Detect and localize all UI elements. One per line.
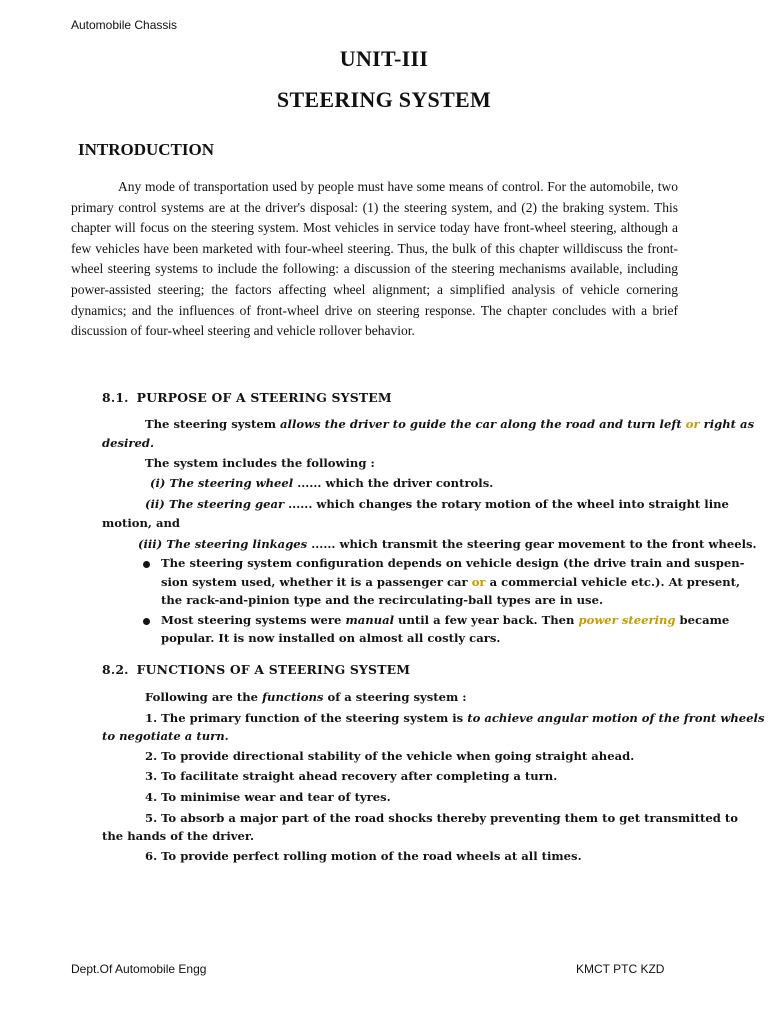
function-4: 4. To minimise wear and tear of tyres. — [145, 790, 391, 804]
component-2-label: (ii) The steering gear — [145, 497, 285, 511]
section-1-title: PURPOSE OF A STEERING SYSTEM — [136, 390, 392, 405]
purpose-text-a: The — [145, 417, 174, 431]
function-6: 6. To provide perfect rolling motion of the road wheels at all times. — [145, 849, 582, 863]
bullet-2-line-2: popular. It is now installed on almost all costly cars. — [161, 631, 501, 645]
section-2-number: 8.2. — [102, 662, 129, 677]
component-2-continuation: motion, and — [102, 516, 181, 530]
bullet-1-text-a: sion system used, whether it is a passenger car — [161, 575, 472, 589]
component-item-1 — [150, 476, 493, 490]
intro-paragraph: Any mode of transportation used by people must have some means of control. For the automobile, two primary control systems are at the driver's disposal: (1) the steering system, and (2) the braking system. This chapter will focus on the steering system. Most vehicles in service today have front-wheel steering, although a few vehicles have been marketed with four-wheel steering. Thus, the bulk of this chapter willdiscuss the front-wheel steering systems to include the following: a discussion of the steering mechanisms available, including power-assisted steering; the factors affecting wheel alignment; a simplified analysis of vehicle cornering dynamics; and the influences of front-wheel drive on steering response. The chapter concludes with a brief discussion of four-wheel steering and vehicle rollover behavior. — [71, 179, 678, 339]
purpose-highlight-or: or — [685, 417, 700, 431]
component-1-label: (i) The steering wheel — [150, 476, 294, 490]
unit-title: UNIT-III — [339, 46, 429, 71]
component-item-3 — [138, 537, 757, 551]
page-header-course: Automobile Chassis — [71, 18, 178, 32]
functions-intro-c: of a steering system : — [323, 690, 467, 704]
section-1-number: 8.1. — [102, 390, 129, 405]
function-1-line-1 — [145, 711, 764, 725]
section-2-heading — [102, 662, 410, 677]
bullet-1-text-b: a commercial vehicle etc.). At present, — [485, 575, 741, 589]
bullet-2-highlight-power-steering: power steering — [578, 613, 676, 627]
purpose-line-2: desired. — [102, 436, 155, 450]
bullet-2-text-e: became — [675, 613, 730, 627]
section-2-title: FUNCTIONS OF A STEERING SYSTEM — [136, 662, 411, 677]
system-includes-label: The system includes the following : — [145, 456, 375, 470]
component-item-2 — [145, 497, 729, 511]
bullet-dot-1 — [143, 561, 150, 568]
component-1-text: ...... which the driver controls. — [293, 476, 494, 490]
function-1-text-b: to achieve angular motion of the front wheels — [467, 711, 765, 725]
functions-intro-b: functions — [262, 690, 324, 704]
bullet-2-text-a: Most steering systems were — [161, 613, 346, 627]
bullet-2-text-c: until a few year back. Then — [394, 613, 579, 627]
function-1-line-2: to negotiate a turn. — [102, 729, 229, 743]
component-3-label: (iii) The steering linkages — [138, 537, 308, 551]
function-1-text-a: 1. The primary function of the steering system is — [145, 711, 468, 725]
functions-intro-a: Following are the — [145, 690, 263, 704]
footer-department: Dept.Of Automobile Engg — [71, 962, 207, 976]
bullet-1-line-3: the rack-and-pinion type and the recirculating-ball types are in use. — [161, 593, 603, 607]
functions-intro — [145, 690, 467, 704]
function-5-line-1: 5. To absorb a major part of the road shocks thereby preventing them to get transmitted to — [145, 811, 739, 825]
component-2-text: ...... which changes the rotary motion of the wheel into straight line — [284, 497, 729, 511]
bullet-2-text-manual: manual — [345, 613, 394, 627]
function-2: 2. To provide directional stability of the vehicle when going straight ahead. — [145, 749, 635, 763]
purpose-text-c: allows the driver to guide the car along the road and turn left — [276, 417, 686, 431]
component-3-text: ...... which transmit the steering gear movement to the front wheels. — [307, 537, 757, 551]
bullet-1-line-1: The steering system configuration depends on vehicle design (the drive train and suspen- — [161, 556, 745, 570]
function-5-line-2: the hands of the driver. — [102, 829, 255, 843]
bullet-2-line-1 — [161, 613, 729, 627]
purpose-text-b: steering system — [173, 417, 276, 431]
purpose-text-d: right as — [699, 417, 755, 431]
footer-institution: KMCT PTC KZD — [576, 962, 665, 976]
chapter-title: STEERING SYSTEM — [276, 87, 492, 112]
purpose-line-1 — [145, 417, 754, 431]
function-3: 3. To facilitate straight ahead recovery after completing a turn. — [145, 769, 558, 783]
bullet-1-line-2 — [161, 575, 740, 589]
section-1-heading — [102, 390, 392, 405]
bullet-1-highlight-or: or — [471, 575, 486, 589]
bullet-dot-2 — [143, 618, 150, 625]
intro-heading: INTRODUCTION — [78, 140, 215, 159]
